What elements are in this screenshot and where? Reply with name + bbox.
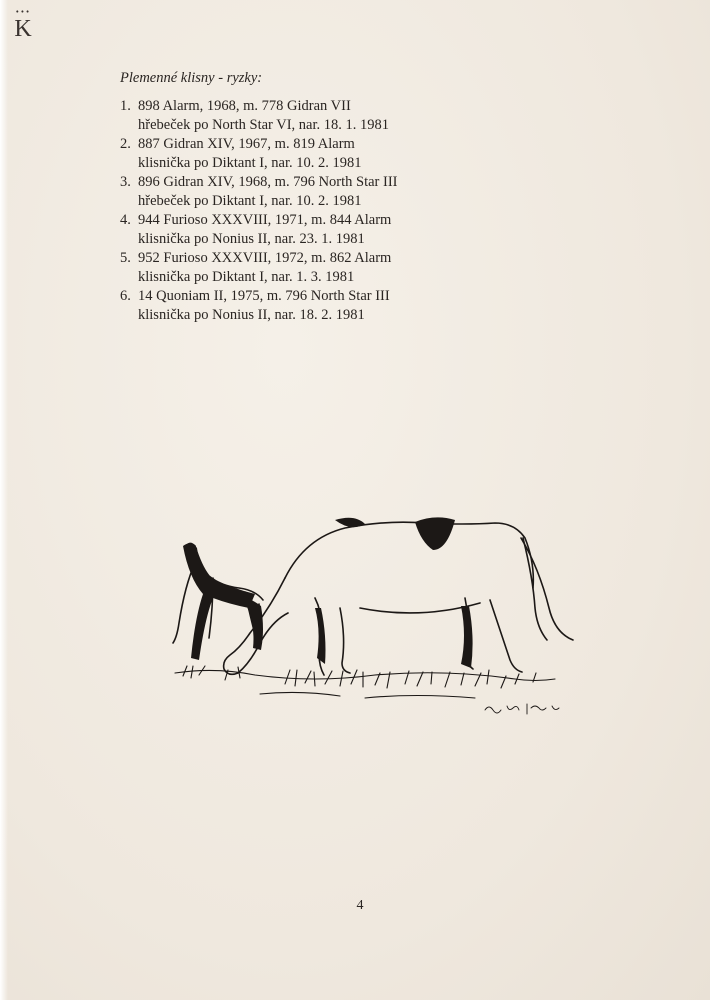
- foal-shading: [183, 543, 263, 660]
- mare-line: 14 Quoniam II, 1975, m. 796 North Star III: [138, 288, 390, 304]
- main-text: [120, 70, 560, 325]
- artist-signature: [485, 704, 559, 714]
- list-item: [120, 135, 560, 173]
- mare-outline: [224, 522, 573, 675]
- section-heading: Plemenné klisny - ryzky:: [120, 70, 263, 86]
- foal-line: klisnička po Nonius II, nar. 18. 2. 1981: [138, 307, 365, 323]
- list-item: [120, 211, 560, 249]
- foal-line: klisnička po Diktant I, nar. 10. 2. 1981: [138, 155, 362, 171]
- mare-line: 944 Furioso XXXVIII, 1971, m. 844 Alarm: [138, 212, 392, 228]
- item-number: 1.: [120, 98, 131, 114]
- mare-line: 952 Furioso XXXVIII, 1972, m. 862 Alarm: [138, 250, 392, 266]
- list-item: [120, 249, 560, 287]
- logo-dots: •••: [15, 8, 31, 16]
- logo-letter: K: [14, 16, 32, 42]
- item-number: 6.: [120, 288, 131, 304]
- mare-and-foal-illustration: [165, 508, 575, 728]
- list-item: [120, 173, 560, 211]
- item-number: 3.: [120, 174, 131, 190]
- item-number: 5.: [120, 250, 131, 266]
- page-number: 4: [356, 898, 364, 913]
- item-number: 2.: [120, 136, 131, 152]
- grass-strokes: [175, 666, 555, 698]
- foal-line: hřebeček po North Star VI, nar. 18. 1. 1981: [138, 117, 390, 133]
- horse-drawing: [165, 508, 575, 728]
- item-number: 4.: [120, 212, 131, 228]
- list-item: [120, 287, 560, 325]
- list-item: [120, 97, 560, 135]
- mare-list: [120, 97, 560, 325]
- mare-shading: [315, 517, 473, 668]
- mare-line: 898 Alarm, 1968, m. 778 Gidran VII: [138, 98, 351, 114]
- foal-line: hřebeček po Diktant I, nar. 10. 2. 1981: [138, 193, 362, 209]
- mare-line: 887 Gidran XIV, 1967, m. 819 Alarm: [138, 136, 355, 152]
- mare-line: 896 Gidran XIV, 1968, m. 796 North Star III: [138, 174, 398, 190]
- foal-line: klisnička po Diktant I, nar. 1. 3. 1981: [138, 269, 355, 285]
- publisher-logo: [10, 8, 36, 48]
- foal-line: klisnička po Nonius II, nar. 23. 1. 1981: [138, 231, 365, 247]
